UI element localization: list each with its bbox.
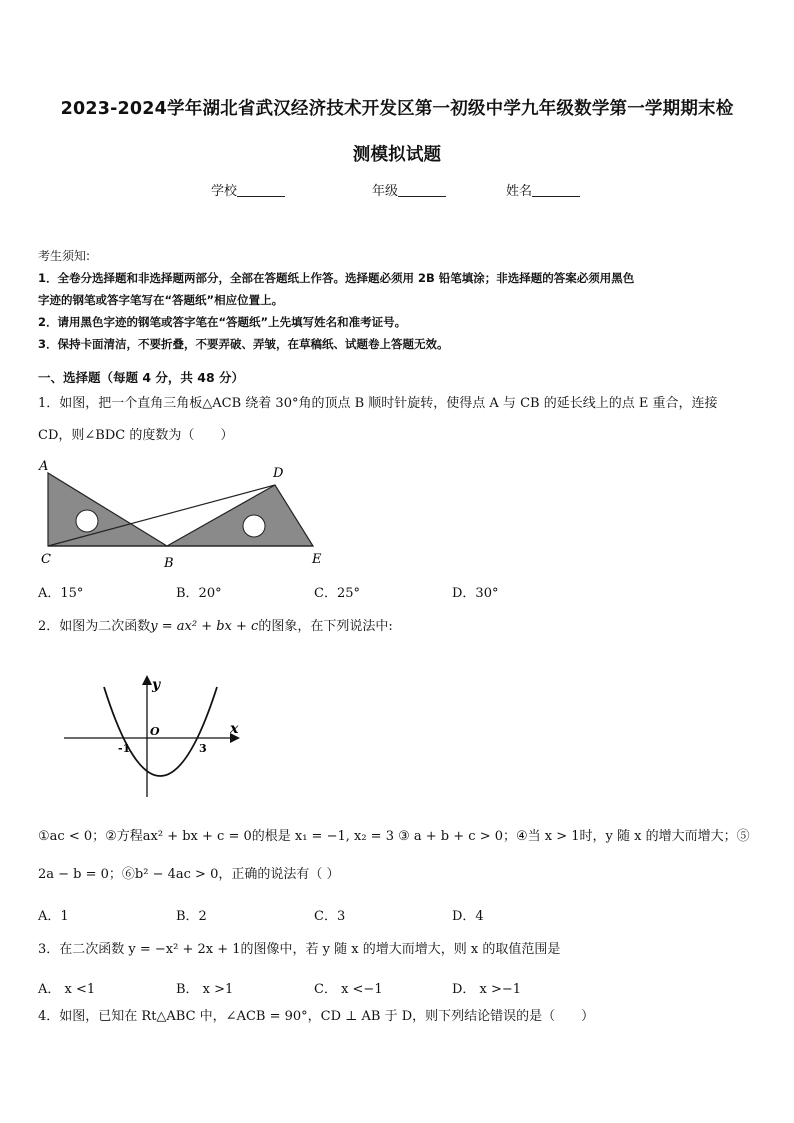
title-line-1: 2023-2024学年湖北省武汉经济技术开发区第一初级中学九年级数学第一学期期末检 (60, 99, 734, 119)
label-a: A (39, 459, 49, 474)
exam-title (40, 86, 754, 178)
grade-blank (398, 184, 446, 197)
q1-line-1: 1．如图，把一个直角三角板△ACB 绕着 30°角的顶点 B 顺时针旋转，使得点 A 与 CB 的延长线上的点 E 重合，连接 (38, 396, 718, 411)
notice-item: 3．保持卡面清洁，不要折叠，不要弄破、弄皱，在草稿纸、试题卷上答题无效。 (38, 337, 449, 351)
parabola-curve (104, 687, 217, 776)
q3-option-a[interactable]: A． x <1 (38, 982, 96, 997)
y-axis-arrow (142, 675, 152, 685)
section-heading: 一、选择题（每题 4 分，共 48 分） (38, 370, 245, 385)
origin-label: O (150, 725, 160, 738)
q1-option-d[interactable]: D．30° (452, 586, 499, 601)
q1-option-b[interactable]: B．20° (176, 586, 222, 601)
q1-line-2: CD，则∠BDC 的度数为（ ） (38, 428, 234, 443)
school-field (211, 180, 285, 199)
q2-option-d[interactable]: D．4 (452, 909, 484, 924)
title-line-2: 测模拟试题 (352, 145, 442, 165)
q2-option-a[interactable]: A．1 (38, 909, 69, 924)
name-field (506, 180, 580, 199)
q2-statements-line-2: 2a − b = 0；⑥b² − 4ac > 0，正确的说法有（ ） (38, 867, 340, 882)
q3-option-d[interactable]: D． x >−1 (452, 982, 522, 997)
label-b: B (164, 556, 174, 570)
x-axis-label: x (230, 721, 239, 737)
q1-option-c[interactable]: C．25° (314, 586, 360, 601)
school-blank (237, 184, 285, 197)
school-label: 学校 (211, 184, 238, 199)
q1-triangle-figure (30, 455, 330, 570)
q2-stem-b: 的图象，在下列说法中: (258, 619, 393, 634)
notice-heading: 考生须知: (38, 249, 91, 263)
label-c: C (41, 552, 51, 567)
exam-notice (38, 245, 758, 355)
label-e: E (312, 552, 322, 567)
q3-option-c[interactable]: C． x <−1 (314, 982, 383, 997)
question-3-stem: 3．在二次函数 y = −x² + 2x + 1的图像中，若 y 随 x 的增大而增大，则 x 的取值范围是 (38, 942, 561, 957)
q3-option-b[interactable]: B． x >1 (176, 982, 234, 997)
q2-stem-a: 2．如图为二次函数 (38, 619, 151, 634)
q1-option-a[interactable]: A．15° (38, 586, 84, 601)
name-label: 姓名 (506, 184, 533, 199)
q2-statements-line-1: ①ac < 0；②方程ax² + bx + c = 0的根是 x₁ = −1, x₂ = 3 ③ a + b + c > 0；④当 x > 1时，y 随 x 的增大而增大；⑤ (38, 829, 750, 844)
q2-parabola-figure (58, 665, 258, 805)
label-d: D (273, 466, 284, 481)
root-neg1-label: -1 (118, 742, 131, 755)
root-3-label: 3 (199, 742, 207, 755)
notice-item: 1．全卷分选择题和非选择题两部分，全部在答题纸上作答。选择题必须用 2B 铅笔填涂；非选择题的答案必须用黑色 (38, 271, 635, 285)
grade-label: 年级 (372, 184, 399, 199)
notice-item: 2．请用黑色字迹的钢笔或答字笔在“答题纸”上先填写姓名和准考证号。 (38, 315, 407, 329)
q2-option-c[interactable]: C．3 (314, 909, 346, 924)
triangle-hole-2 (243, 515, 265, 537)
q2-formula: y = ax² + bx + c (150, 619, 259, 634)
question-2-stem (38, 611, 758, 643)
notice-item: 字迹的钢笔或答字笔写在“答题纸”相应位置上。 (38, 293, 284, 307)
name-blank (532, 184, 580, 197)
question-2-statements (38, 818, 758, 894)
question-1-stem (38, 388, 758, 452)
triangle-acb (48, 473, 167, 546)
question-4-stem: 4．如图，已知在 Rt△ABC 中，∠ACB = 90°，CD ⊥ AB 于 D，则下列结论错误的是（ ） (38, 1009, 595, 1024)
q2-option-b[interactable]: B．2 (176, 909, 207, 924)
y-axis-label: y (152, 677, 161, 693)
grade-field (372, 180, 446, 199)
triangle-hole-1 (76, 510, 98, 532)
